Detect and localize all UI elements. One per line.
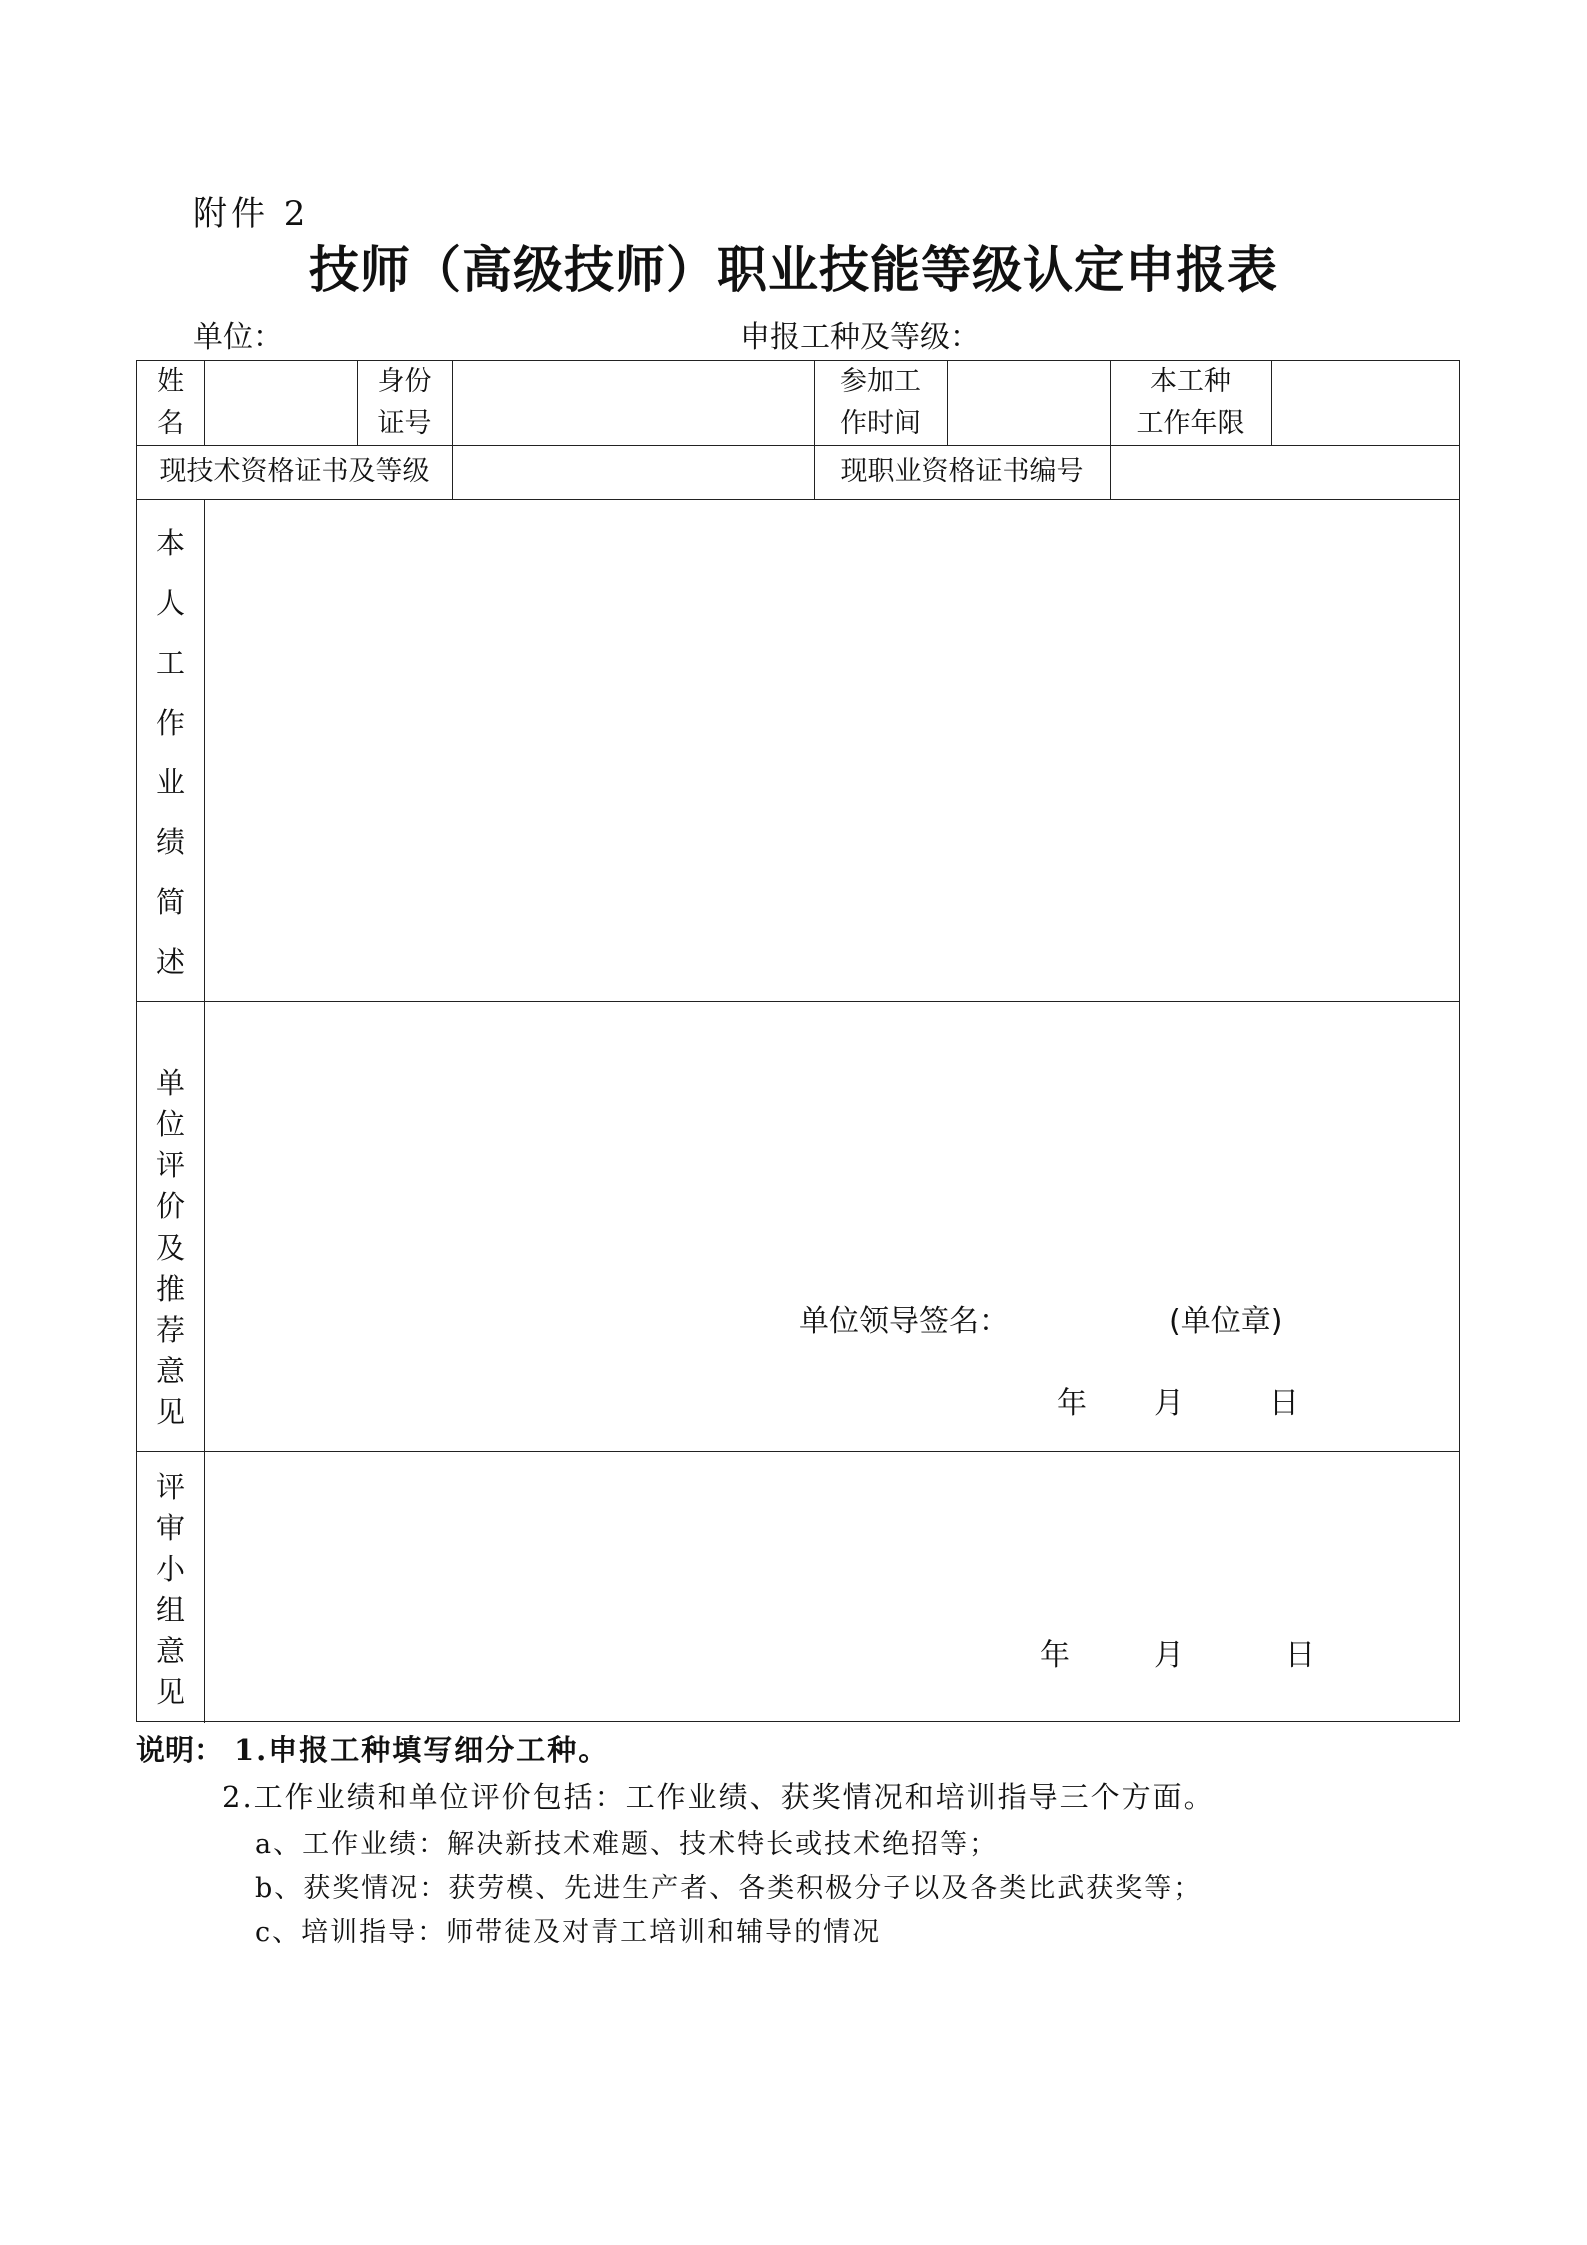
achievements-field[interactable] [204, 499, 1461, 1001]
name-field[interactable] [204, 361, 357, 445]
label-char: 评 [155, 1470, 185, 1504]
unit-label: 单位： [193, 320, 283, 355]
unit-eval-month: 月 [1154, 1386, 1184, 1421]
tech-cert-field[interactable] [452, 445, 814, 499]
note-item-1: 1.申报工种填写细分工种。 [234, 1733, 610, 1767]
work-start-label: 参加工 作时间 [840, 366, 921, 439]
trade-level-label: 申报工种及等级： [740, 320, 980, 355]
note-item-2: 2.工作业绩和单位评价包括：工作业绩、获奖情况和培训指导三个方面。 [222, 1780, 1215, 1814]
label-char: 组 [155, 1593, 185, 1627]
label-char: 位 [155, 1107, 185, 1142]
application-form-table [136, 360, 1460, 1722]
review-year: 年 [1040, 1638, 1070, 1673]
id-number-label: 身份 证号 [377, 366, 432, 439]
label-char: 审 [155, 1511, 185, 1545]
note-item-c: c、培训指导：师带徒及对青工培训和辅导的情况 [255, 1917, 882, 1948]
tech-cert-label: 现技术资格证书及等级 [159, 456, 430, 487]
label-char: 意 [155, 1634, 185, 1668]
work-start-field[interactable] [947, 361, 1110, 445]
review-panel-field[interactable] [204, 1451, 1461, 1723]
name-label: 姓 名 [157, 366, 184, 439]
label-char: 述 [155, 944, 185, 979]
review-day: 日 [1285, 1638, 1315, 1673]
note-item-a: a、工作业绩：解决新技术难题、技术特长或技术绝招等； [255, 1829, 999, 1860]
label-char: 意 [155, 1353, 185, 1388]
unit-eval-day: 日 [1269, 1386, 1299, 1421]
leader-signature-label: 单位领导签名： [799, 1304, 1009, 1339]
unit-evaluation-label [137, 1061, 204, 1431]
unit-eval-year: 年 [1057, 1386, 1087, 1421]
review-month: 月 [1154, 1638, 1184, 1673]
trade-years-label: 本工种 工作年限 [1136, 366, 1245, 439]
label-char: 推 [155, 1271, 185, 1306]
label-char: 荐 [155, 1312, 185, 1347]
label-char: 见 [155, 1675, 185, 1709]
form-title: 技师（高级技师）职业技能等级认定申报表 [309, 241, 1278, 299]
review-panel-label [137, 1465, 204, 1711]
label-char: 单 [155, 1066, 185, 1100]
label-char: 小 [155, 1552, 185, 1586]
attachment-label: 附件 2 [193, 194, 310, 234]
label-char: 绩 [155, 825, 185, 860]
label-char: 作 [155, 705, 185, 740]
label-char: 及 [155, 1230, 185, 1265]
label-char: 评 [155, 1148, 185, 1183]
unit-seal-label: (单位章) [1169, 1304, 1283, 1339]
id-number-field[interactable] [452, 361, 814, 445]
voc-cert-label: 现职业资格证书编号 [840, 456, 1084, 487]
achievements-label [137, 521, 204, 981]
label-char: 价 [155, 1189, 185, 1224]
voc-cert-field[interactable] [1110, 445, 1461, 499]
label-char: 人 [155, 585, 185, 620]
label-char: 业 [155, 765, 185, 800]
label-char: 工 [155, 645, 185, 680]
notes-title: 说明： [136, 1733, 224, 1767]
note-item-b: b、获奖情况：获劳模、先进生产者、各类积极分子以及各类比武获奖等； [255, 1873, 1203, 1904]
label-char: 见 [155, 1395, 185, 1429]
label-char: 本 [155, 526, 185, 560]
trade-years-field[interactable] [1271, 361, 1461, 445]
label-char: 简 [155, 885, 185, 920]
